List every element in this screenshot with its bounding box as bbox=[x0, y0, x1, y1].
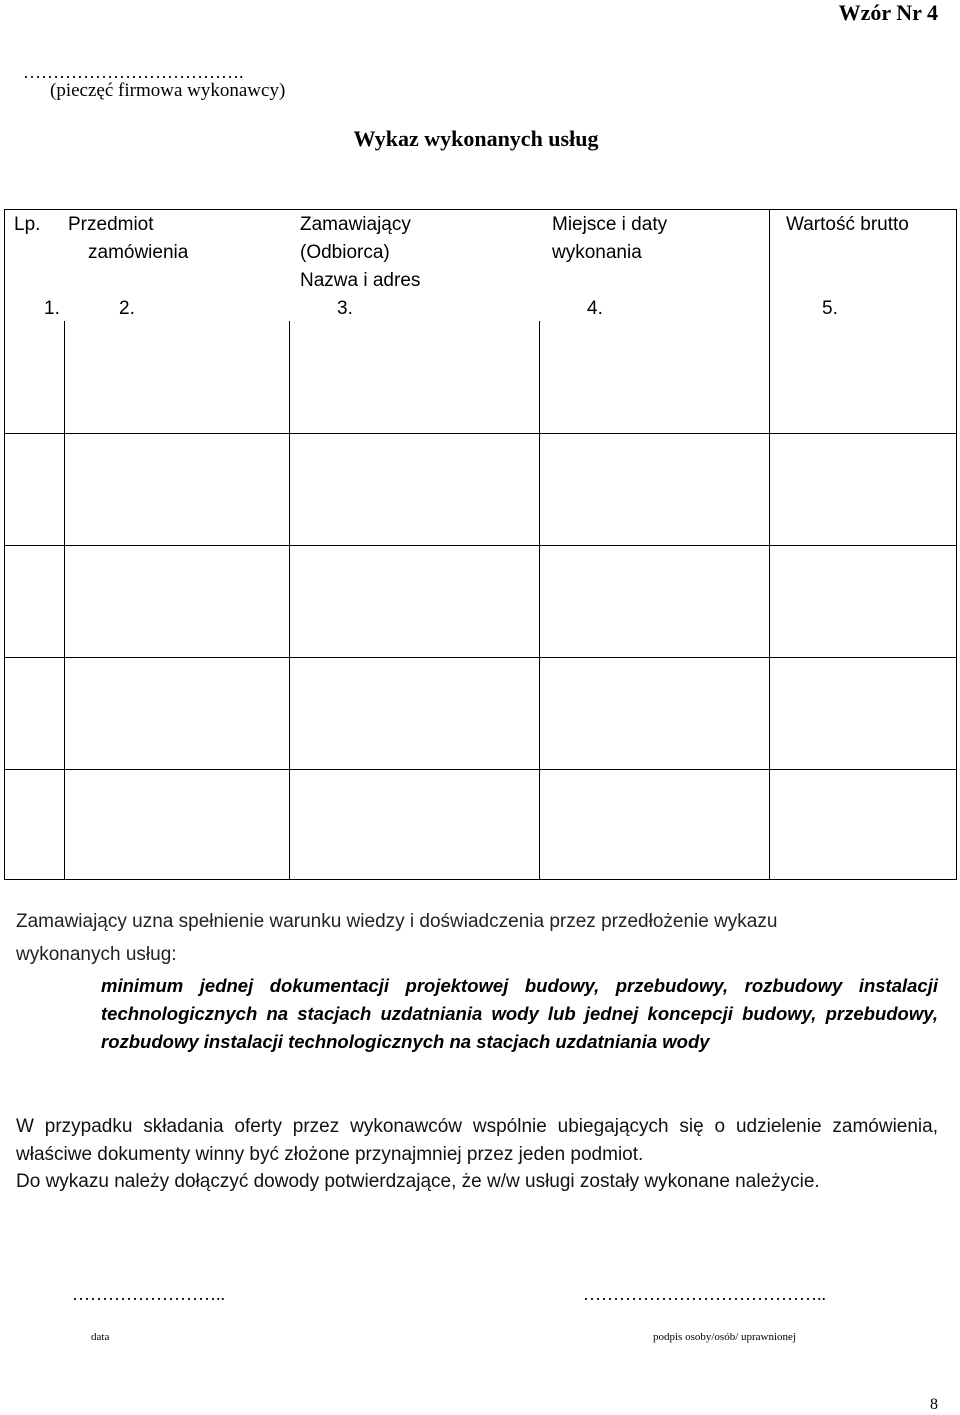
note-evidence: Do wykazu należy dołączyć dowody potwierdzające, że w/w usługi zostały wykonane należycie. bbox=[16, 1171, 820, 1192]
table-row-separator bbox=[4, 657, 957, 658]
header-place-line1: Miejsce i daty bbox=[552, 214, 668, 235]
signature-dots: ………………………………….. bbox=[583, 1284, 826, 1304]
table-border-left bbox=[4, 209, 5, 880]
services-table bbox=[4, 209, 957, 880]
page-number: 8 bbox=[930, 1396, 938, 1413]
column-number: 2. bbox=[119, 298, 135, 319]
column-separator bbox=[289, 321, 290, 880]
column-separator bbox=[539, 321, 540, 880]
header-client-line3: Nazwa i adres bbox=[300, 270, 421, 291]
table-row-separator bbox=[4, 769, 957, 770]
requirement-text: minimum jednej dokumentacji projektowej budowy, przebudowy, rozbudowy instalacji technologicznych na stacjach uzdatniania wody lub jednej koncepcji budowy, przebudowy, rozbudowy instalacji technologicznych na stacjach uzdatniania wody bbox=[101, 975, 938, 1052]
note-block bbox=[16, 1113, 938, 1196]
date-caption: data bbox=[91, 1331, 110, 1343]
condition-intro-line1: Zamawiający uzna spełnienie warunku wiedzy i doświadczenia przez przedłożenie wykazu bbox=[16, 911, 778, 932]
column-number: 4. bbox=[587, 298, 603, 319]
table-border-right bbox=[956, 209, 957, 880]
signature-caption: podpis osoby/osób/ uprawnionej bbox=[653, 1331, 796, 1343]
document-title: Wykaz wykonanych usług bbox=[353, 126, 599, 151]
form-number: Wzór Nr 4 bbox=[838, 0, 938, 25]
column-number: 1. bbox=[44, 298, 60, 319]
company-stamp-dots: ………………………………. bbox=[23, 62, 244, 82]
table-border-top bbox=[4, 209, 957, 210]
header-place-line2: wykonania bbox=[552, 242, 642, 263]
company-stamp-caption: (pieczęć firmowa wykonawcy) bbox=[50, 80, 286, 101]
column-number: 3. bbox=[337, 298, 353, 319]
header-value: Wartość brutto bbox=[786, 214, 909, 235]
header-client-line1: Zamawiający bbox=[300, 214, 411, 235]
table-row-separator bbox=[4, 545, 957, 546]
header-subject-line2: zamówienia bbox=[88, 242, 189, 263]
header-subject-line1: Przedmiot bbox=[68, 214, 154, 235]
header-client-line2: (Odbiorca) bbox=[300, 242, 390, 263]
date-signature-dots: …………………….. bbox=[72, 1284, 225, 1304]
note-joint-bidders: W przypadku składania oferty przez wykonawców wspólnie ubiegających się o udzielenie zamówienia, właściwe dokumenty winny być złożone przynajmniej przez jeden podmiot. bbox=[16, 1116, 938, 1165]
column-number: 5. bbox=[822, 298, 838, 319]
column-separator bbox=[64, 321, 65, 880]
column-separator bbox=[769, 209, 770, 880]
condition-intro-line2: wykonanych usług: bbox=[16, 944, 177, 965]
table-border-bottom bbox=[4, 879, 957, 880]
table-row-separator bbox=[4, 433, 957, 434]
header-lp: Lp. bbox=[14, 214, 41, 235]
